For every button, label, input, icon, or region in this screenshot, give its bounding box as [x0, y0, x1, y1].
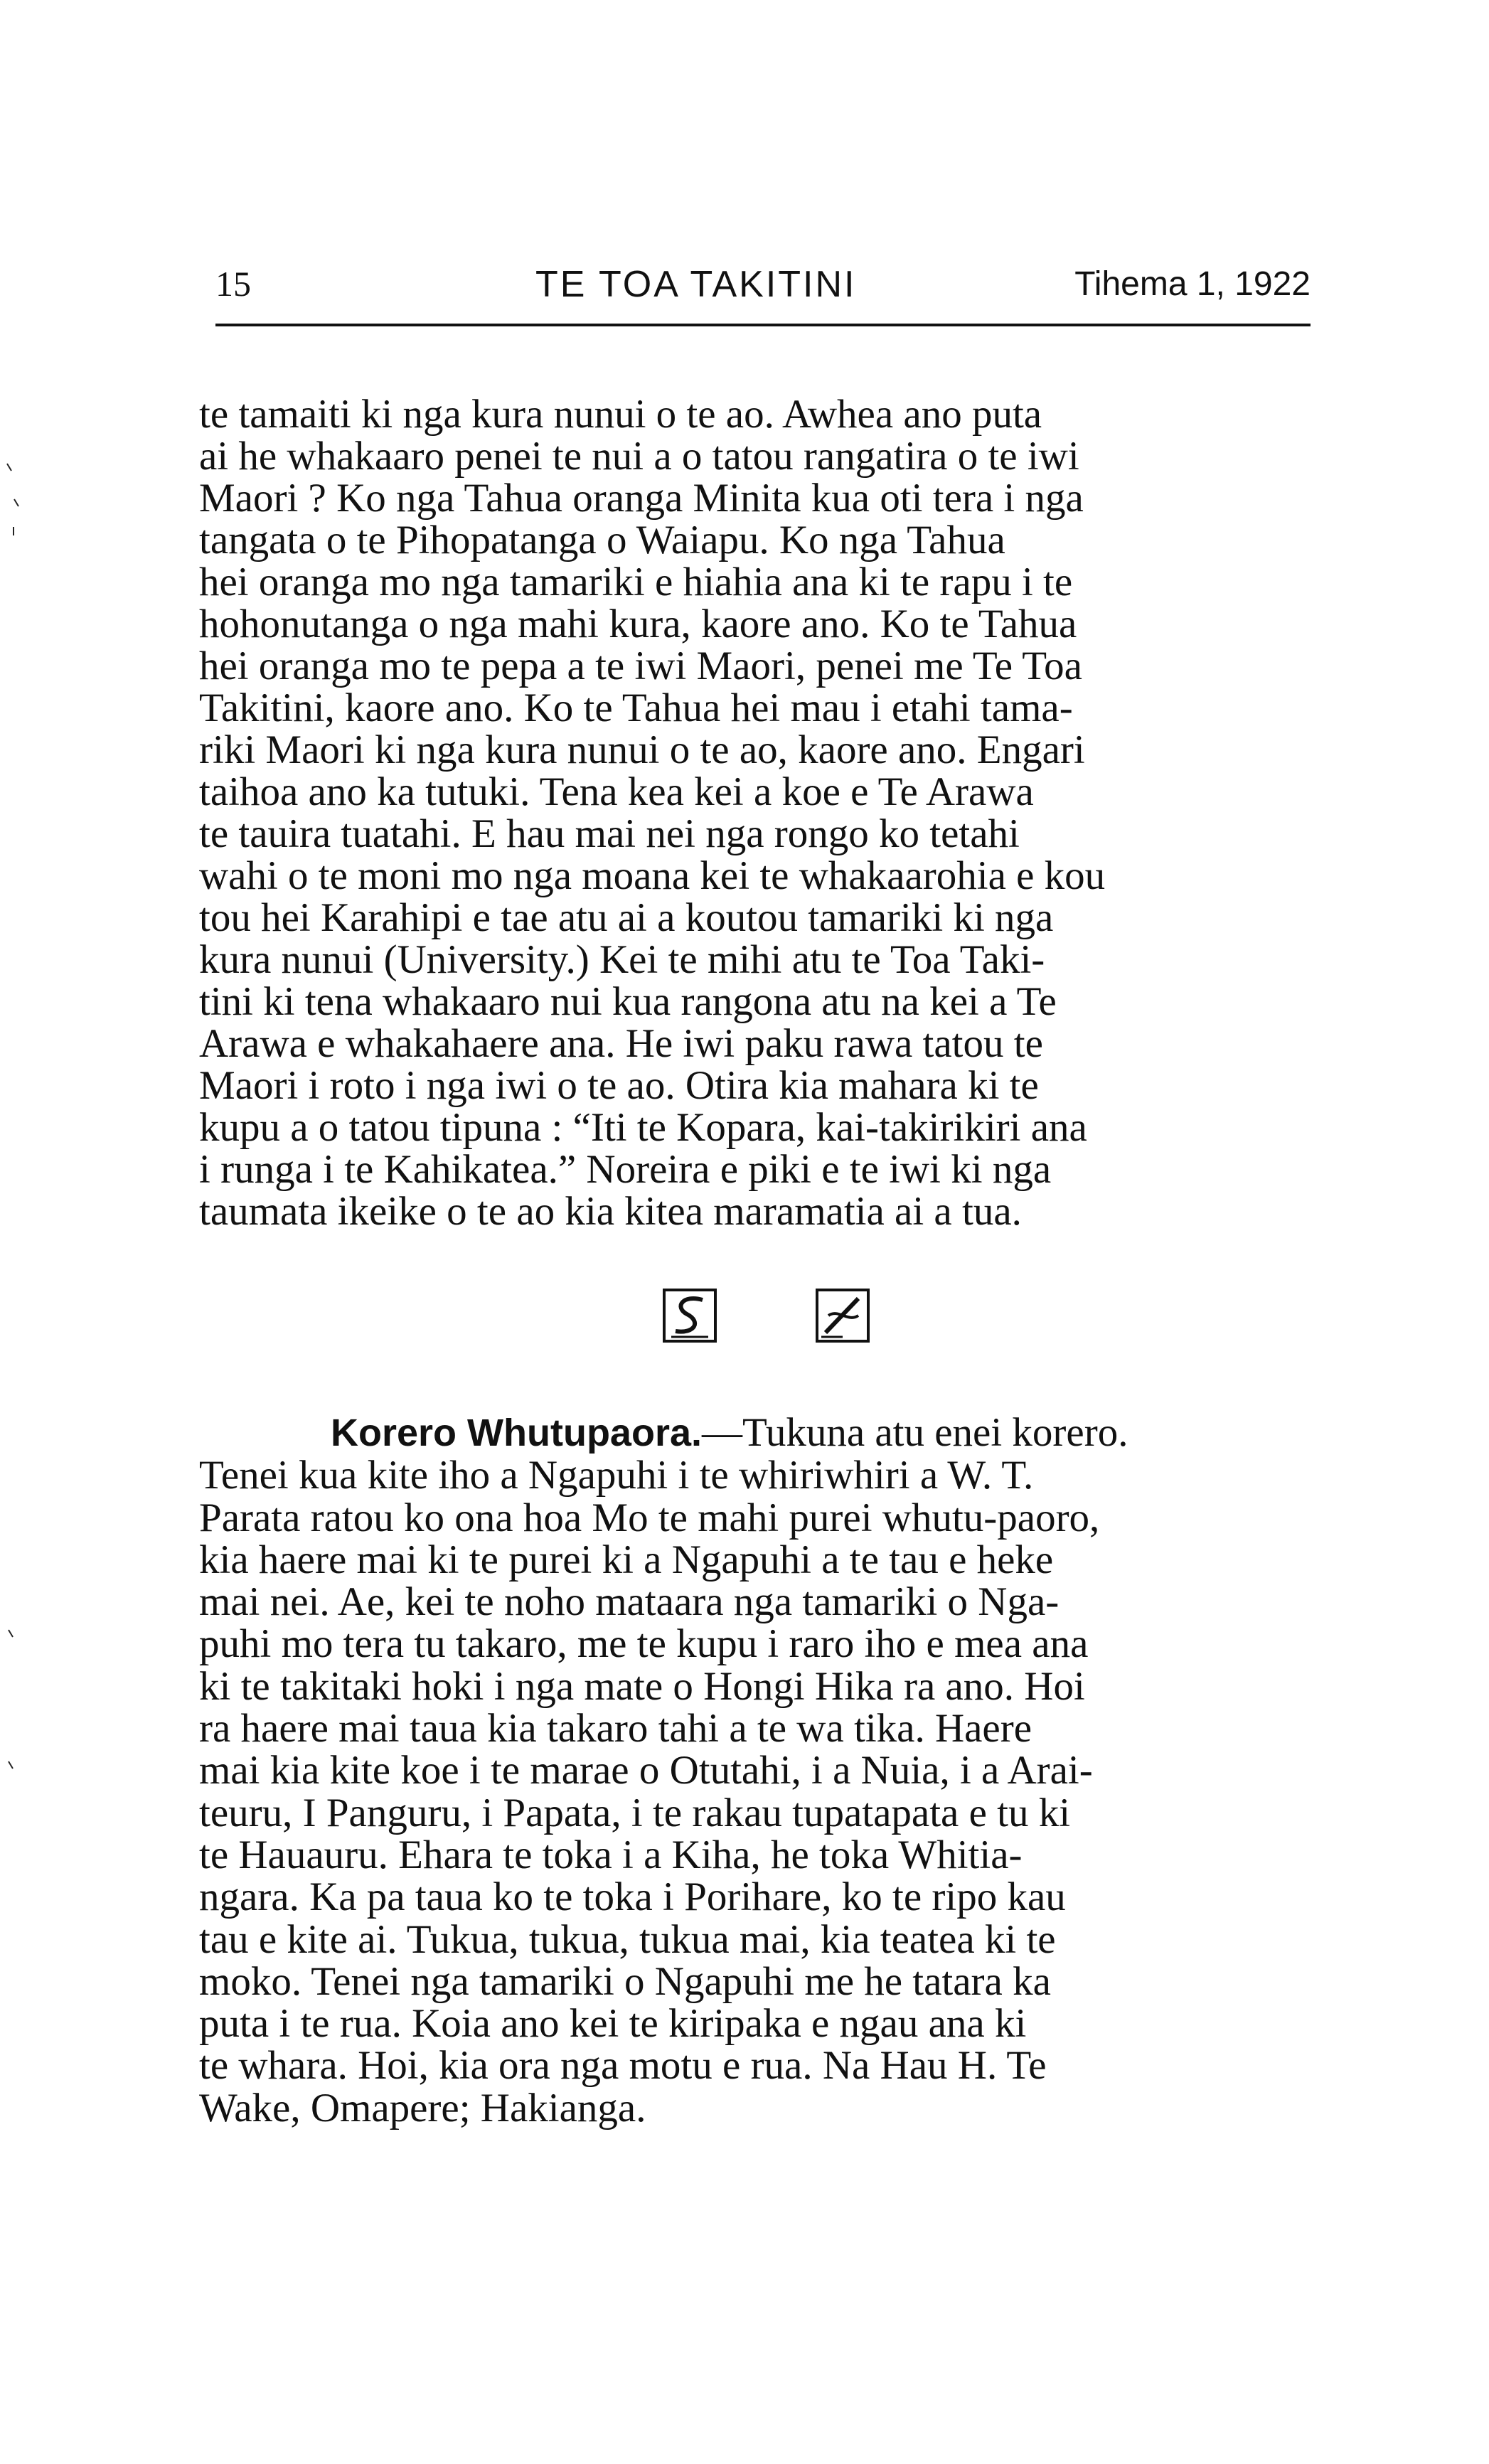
text-line: Maori ? Ko nga Tahua oranga Minita kua oti tera i nga	[199, 476, 1084, 521]
text-line: tou hei Karahipi e tae atu ai a koutou tamariki ki nga	[199, 895, 1054, 940]
section-divider	[0, 1287, 1489, 1351]
margin-mark	[10, 526, 17, 536]
text-line: riki Maori ki nga kura nunui o te ao, kaore ano. Engari	[199, 727, 1085, 772]
text-line: mai nei. Ae, kei te noho mataara nga tamariki o Nga-	[199, 1579, 1060, 1625]
text-line: i runga i te Kahikatea.” Noreira e piki e te iwi ki nga	[199, 1147, 1052, 1192]
text-line: ki te takitaki hoki i nga mate o Hongi Hika ra ano. Hoi	[199, 1663, 1085, 1709]
article-paragraph-1	[199, 393, 1315, 1232]
text-line: ra haere mai taua kia takaro tahi a te wa tika. Haere	[199, 1706, 1032, 1751]
margin-mark	[13, 498, 20, 508]
margin-mark	[7, 1628, 14, 1638]
page-number: 15	[215, 264, 251, 304]
text-line: te tauira tuatahi. E hau mai nei nga rongo ko tetahi	[199, 811, 1020, 856]
text-line: wahi o te moni mo nga moana kei te whakaarohia e kou	[199, 853, 1106, 898]
ornament-pen-icon	[814, 1287, 871, 1344]
section-heading: Korero Whutupaora.	[331, 1412, 702, 1454]
text-line: tini ki tena whakaaro nui kua rangona atu na kei a Te	[199, 979, 1057, 1024]
text-line: Parata ratou ko ona hoa Mo te mahi purei whutu-paoro,	[199, 1495, 1100, 1540]
text-line: te Hauauru. Ehara te toka i a Kiha, he toka Whitia-	[199, 1832, 1023, 1877]
text-line: tau e kite ai. Tukua, tukua, tukua mai, kia teatea ki te	[199, 1916, 1056, 1962]
running-title: TE TOA TAKITINI	[535, 264, 857, 305]
text-line: Arawa e whakahaere ana. He iwi paku rawa tatou te	[199, 1021, 1043, 1066]
text-line: Takitini, kaore ano. Ko te Tahua hei mau i etahi tama-	[199, 686, 1073, 730]
text-line: Wake, Omapere; Hakianga.	[199, 2085, 646, 2130]
text-line: taihoa ano ka tutuki. Tena kea kei a koe e Te Arawa	[199, 769, 1034, 814]
text-line: puhi mo tera tu takaro, me te kupu i raro iho e mea ana	[199, 1621, 1089, 1667]
margin-mark	[6, 462, 13, 472]
header-rule	[215, 324, 1311, 326]
text-line: puta i te rua. Koia ano kei te kiripaka e ngau ana ki	[199, 2001, 1027, 2047]
text-line: te tamaiti ki nga kura nunui o te ao. Awhea ano puta	[199, 392, 1042, 437]
heading-line-rest: —Tukuna atu enei korero.	[702, 1410, 1128, 1455]
text-line: Tenei kua kite iho a Ngapuhi i te whiriwhiri a W. T.	[199, 1453, 1034, 1498]
text-line: tangata o te Pihopatanga o Waiapu. Ko nga Tahua	[199, 518, 1005, 562]
text-line: moko. Tenei nga tamariki o Ngapuhi me he tatara ka	[199, 1958, 1051, 2004]
text-line: teuru, I Panguru, i Papata, i te rakau tupatapata e tu ki	[199, 1790, 1071, 1835]
ornament-s-icon	[661, 1287, 718, 1344]
text-line: kia haere mai ki te purei ki a Ngapuhi a te tau e heke	[199, 1537, 1054, 1582]
page-header	[215, 256, 1311, 313]
text-line: Maori i roto i nga iwi o te ao. Otira kia mahara ki te	[199, 1063, 1039, 1108]
text-line: kupu a o tatou tipuna : “Iti te Kopara, kai-takirikiri ana	[199, 1105, 1087, 1150]
text-line: mai kia kite koe i te marae o Otutahi, i a Nuia, i a Arai-	[199, 1748, 1093, 1793]
issue-date: Tihema 1, 1922	[1074, 265, 1311, 303]
text-line: hei oranga mo nga tamariki e hiahia ana ki te rapu i te	[199, 560, 1073, 604]
text-line	[199, 1412, 1315, 1454]
text-line: te whara. Hoi, kia ora nga motu e rua. Na Hau H. Te	[199, 2043, 1047, 2089]
text-line: hohonutanga o nga mahi kura, kaore ano. Ko te Tahua	[199, 602, 1077, 646]
text-line: hei oranga mo te pepa a te iwi Maori, penei me Te Toa	[199, 644, 1082, 688]
text-line: ngara. Ka pa taua ko te toka i Porihare, ko te ripo kau	[199, 1874, 1066, 1920]
text-line: taumata ikeike o te ao kia kitea maramatia ai a tua.	[199, 1189, 1022, 1234]
article-paragraph-2	[199, 1412, 1315, 2129]
margin-mark	[7, 1760, 14, 1770]
text-line: kura nunui (University.) Kei te mihi atu te Toa Taki-	[199, 937, 1045, 982]
text-line: ai he whakaaro penei te nui a o tatou rangatira o te iwi	[199, 434, 1079, 479]
